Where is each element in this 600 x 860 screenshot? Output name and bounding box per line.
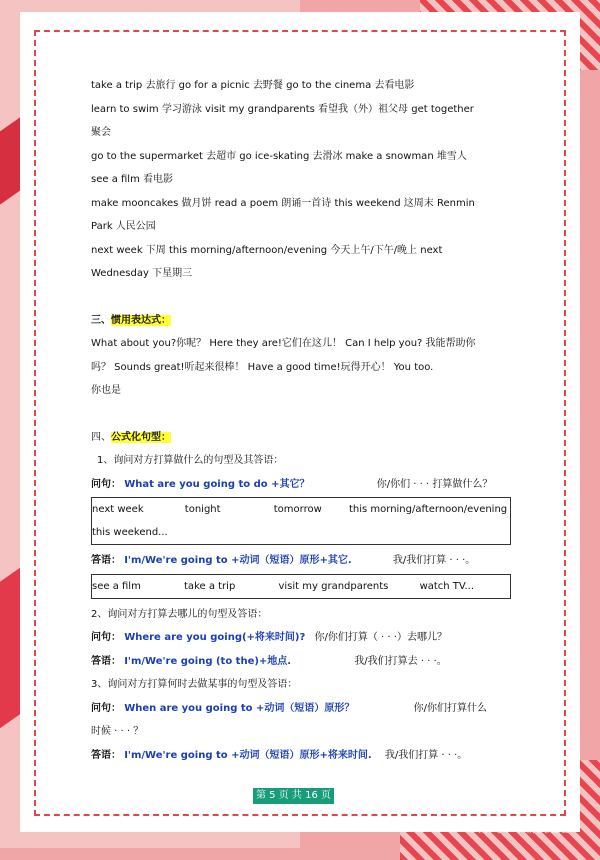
question-pattern: What are you going to do +其它？ xyxy=(124,478,310,490)
vocab-line: see a film 看电影 xyxy=(91,174,173,185)
vocab-line: Park 人民公园 xyxy=(91,221,156,232)
question-pattern: Where are you going(+将来时间)? xyxy=(124,632,306,643)
vocab-line: make mooncakes 做月饼 read a poem 朗诵一首诗 this weekend 这周末 Renmin xyxy=(91,197,475,209)
page-number: 第 5 页 共 16 页 xyxy=(253,788,334,804)
answer-translation: 我/我们打算去 · · ·。 xyxy=(354,655,447,667)
answer-translation: 我/我们打算 · · ·。 xyxy=(384,749,468,761)
section-number: 三、 xyxy=(91,314,111,326)
answer-line: 答语： I'm/We're going (to the)+地点. 我/我们打算去 · · ·。 xyxy=(91,655,447,667)
time-phrase-box: next week tonight tomorrow this morning/afternoon/evening this weekend... xyxy=(91,497,511,545)
question-line: 问句： What are you going to do +其它？ 你/你们 · · · 打算做什么？ xyxy=(91,478,493,490)
answer-pattern: I'm/We're going to +动词（短语）原形+将来时间. xyxy=(124,749,372,761)
activity-phrase-box: see a film take a trip visit my grandparents watch TV... xyxy=(91,574,511,599)
vocab-line: go to the supermarket 去超市 go ice-skating 去滑冰 make a snowman 堆雪人 xyxy=(91,150,467,162)
vocab-line: 聚会 xyxy=(91,127,111,138)
expression-line: 你也是 xyxy=(91,385,121,396)
question-line: 问句： When are you going to +动词（短语）原形？ 你/你们打算什么 xyxy=(91,702,487,714)
vocab-line: learn to swim 学习游泳 visit my grandparents 看望我（外）祖父母 get together xyxy=(91,103,474,115)
answer-line: 答语： I'm/We're going to +动词（短语）原形+其它. 我/我们打算 · · ·。 xyxy=(91,555,476,566)
question-translation: 你/你们 · · · 打算做什么？ xyxy=(376,478,493,490)
answer-pattern: I'm/We're going (to the)+地点. xyxy=(124,655,292,667)
expression-line: 吗？ Sounds great!听起来很棒！ Have a good time!玩得开心！ You too. xyxy=(91,361,434,373)
section-number: 四、 xyxy=(91,431,111,443)
question-pattern: When are you going to +动词（短语）原形？ xyxy=(124,702,355,714)
answer-line: 答语： I'm/We're going to +动词（短语）原形+将来时间. 我/我们打算 · · ·。 xyxy=(91,749,468,761)
answer-translation: 我/我们打算 · · ·。 xyxy=(392,555,476,566)
pattern-item: 3、询问对方打算何时去做某事的句型及答语： xyxy=(91,679,298,690)
answer-pattern: I'm/We're going to +动词（短语）原形+其它. xyxy=(124,555,352,566)
section-title: 惯用表达式： xyxy=(111,314,171,326)
document-content xyxy=(91,74,511,767)
vocab-line: take a trip 去旅行 go for a picnic 去野餐 go to the cinema 去看电影 xyxy=(91,80,415,91)
pattern-item: 2、询问对方打算去哪儿的句型及答语： xyxy=(91,608,268,620)
question-translation: 你/你们打算什么 xyxy=(413,702,487,714)
section-title: 公式化句型： xyxy=(111,431,171,443)
pattern-item: 1、询问对方打算做什么的句型及其答语： xyxy=(97,455,284,466)
expression-line: What about you?你呢？ Here they are!它们在这儿！ Can I help you? 我能帮助你 xyxy=(91,338,476,349)
vocab-line: Wednesday 下星期三 xyxy=(91,268,193,279)
watermark: 头条号 / 学霸枫姐姐 xyxy=(470,822,569,835)
section-heading xyxy=(91,426,511,450)
section-heading xyxy=(91,309,511,333)
vocab-line: next week 下周 this morning/afternoon/evening 今天上午/下午/晚上 next xyxy=(91,244,443,256)
question-line: 问句： Where are you going(+将来时间)? 你/你们打算（ · · ·）去哪儿？ xyxy=(91,632,447,643)
question-translation: 你/你们打算（ · · ·）去哪儿？ xyxy=(314,632,447,643)
question-translation-cont: 时候 · · · ？ xyxy=(91,726,144,737)
